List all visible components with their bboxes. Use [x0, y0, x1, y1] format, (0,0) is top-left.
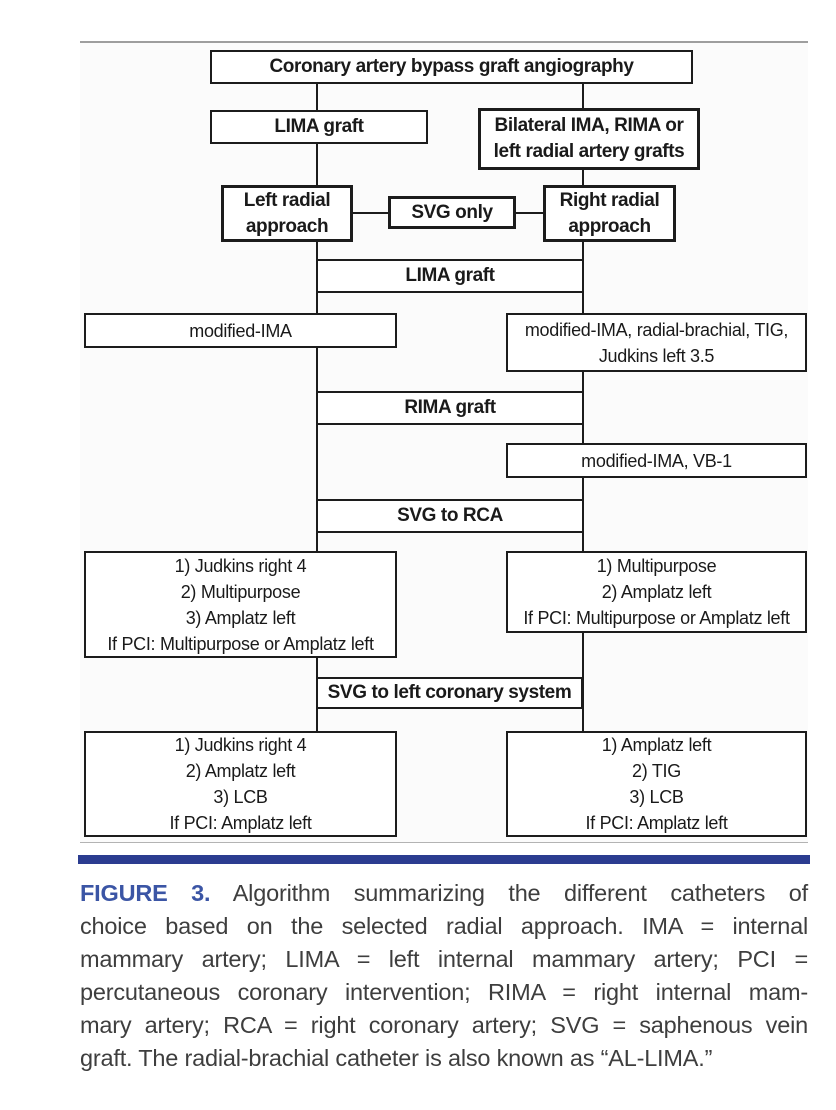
- box-line: 1) Judkins right 4: [174, 735, 307, 755]
- box-label: Coronary artery bypass graft angiography: [269, 56, 634, 77]
- flowchart-box-modified-ima-vb1: [506, 443, 807, 478]
- figure-caption: [80, 877, 808, 1075]
- box-line: If PCI: Multipurpose or Amplatz left: [523, 608, 790, 628]
- box-label: modified-IMA, VB-1: [581, 450, 732, 471]
- caption-line: choice based on the selected radial approach. IMA = internal: [80, 913, 808, 939]
- box-label: SVG only: [411, 201, 493, 223]
- box-label: RIMA graft: [404, 397, 496, 418]
- connector-hline-svgonly-right: [516, 212, 543, 214]
- box-line: Left radial: [243, 189, 331, 211]
- caption-line: graft. The radial-brachial catheter is also known as “AL-LIMA.”: [80, 1045, 713, 1071]
- flowchart-box-svg-rca-left-catheters: [84, 551, 397, 658]
- box-line: If PCI: Amplatz left: [585, 813, 728, 833]
- caption-line: mary artery; RCA = right coronary artery; SVG = saphenous vein: [80, 1012, 808, 1038]
- flowchart-box-root: [210, 50, 693, 84]
- flowchart-box-lima-graft-branch: [210, 110, 428, 144]
- box-line: If PCI: Multipurpose or Amplatz left: [107, 633, 374, 654]
- box-line: Bilateral IMA, RIMA or: [494, 115, 684, 136]
- flowchart-box-svg-only: [388, 196, 516, 229]
- box-label: modified-IMA: [189, 320, 292, 341]
- flowchart-box-right-radial-approach: [543, 185, 676, 242]
- box-label: SVG to RCA: [397, 505, 503, 526]
- box-line: left radial artery grafts: [493, 141, 685, 162]
- box-line: 1) Multipurpose: [596, 556, 717, 576]
- flowchart-box-modified-ima-left: [84, 313, 397, 348]
- caption-line: percutaneous coronary intervention; RIMA = right internal mam-: [80, 979, 808, 1005]
- flowchart-box-svg-rca-right-catheters: [506, 551, 807, 633]
- figure-number-label: FIGURE 3.: [80, 880, 211, 906]
- caption-line: mammary artery; LIMA = left internal mammary artery; PCI =: [80, 946, 808, 972]
- box-line: 3) LCB: [213, 787, 268, 807]
- divider-bar: [78, 855, 810, 864]
- box-line: 2) Amplatz left: [601, 582, 712, 602]
- caption-text: Algorithm summarizing the different catheters of: [232, 880, 808, 906]
- box-line: approach: [568, 215, 651, 237]
- flowchart-box-svg-left-right-catheters: [506, 731, 807, 837]
- box-line: approach: [245, 215, 329, 237]
- box-label: LIMA graft: [274, 116, 364, 137]
- box-line: Judkins left 3.5: [598, 345, 715, 366]
- box-line: If PCI: Amplatz left: [169, 813, 312, 833]
- flowchart-box-left-radial-approach: [221, 185, 353, 242]
- box-label: LIMA graft: [405, 265, 495, 286]
- caption-line: [80, 877, 808, 910]
- flowchart-box-modified-ima-right: [506, 313, 807, 372]
- connector-hline-left-svgonly: [353, 212, 388, 214]
- flowchart-box-svg-left-left-catheters: [84, 731, 397, 837]
- box-line: 2) TIG: [632, 761, 681, 781]
- flowchart-box-svg-to-rca-span: [316, 499, 584, 533]
- flowchart-box-bilateral-grafts: [478, 108, 700, 170]
- box-line: 3) Amplatz left: [185, 607, 296, 628]
- box-line: 1) Amplatz left: [601, 735, 712, 755]
- box-line: 2) Amplatz left: [185, 761, 296, 781]
- box-line: 1) Judkins right 4: [174, 555, 307, 576]
- flowchart-box-rima-graft-span: [316, 391, 584, 425]
- flowchart-box-svg-left-coronary-span: [316, 677, 583, 709]
- box-line: 3) LCB: [629, 787, 684, 807]
- box-label: SVG to left coronary system: [327, 682, 572, 703]
- box-line: 2) Multipurpose: [180, 581, 301, 602]
- flowchart-box-lima-graft-span: [316, 259, 584, 293]
- box-line: modified-IMA, radial-brachial, TIG,: [524, 319, 789, 340]
- box-line: Right radial: [559, 189, 660, 211]
